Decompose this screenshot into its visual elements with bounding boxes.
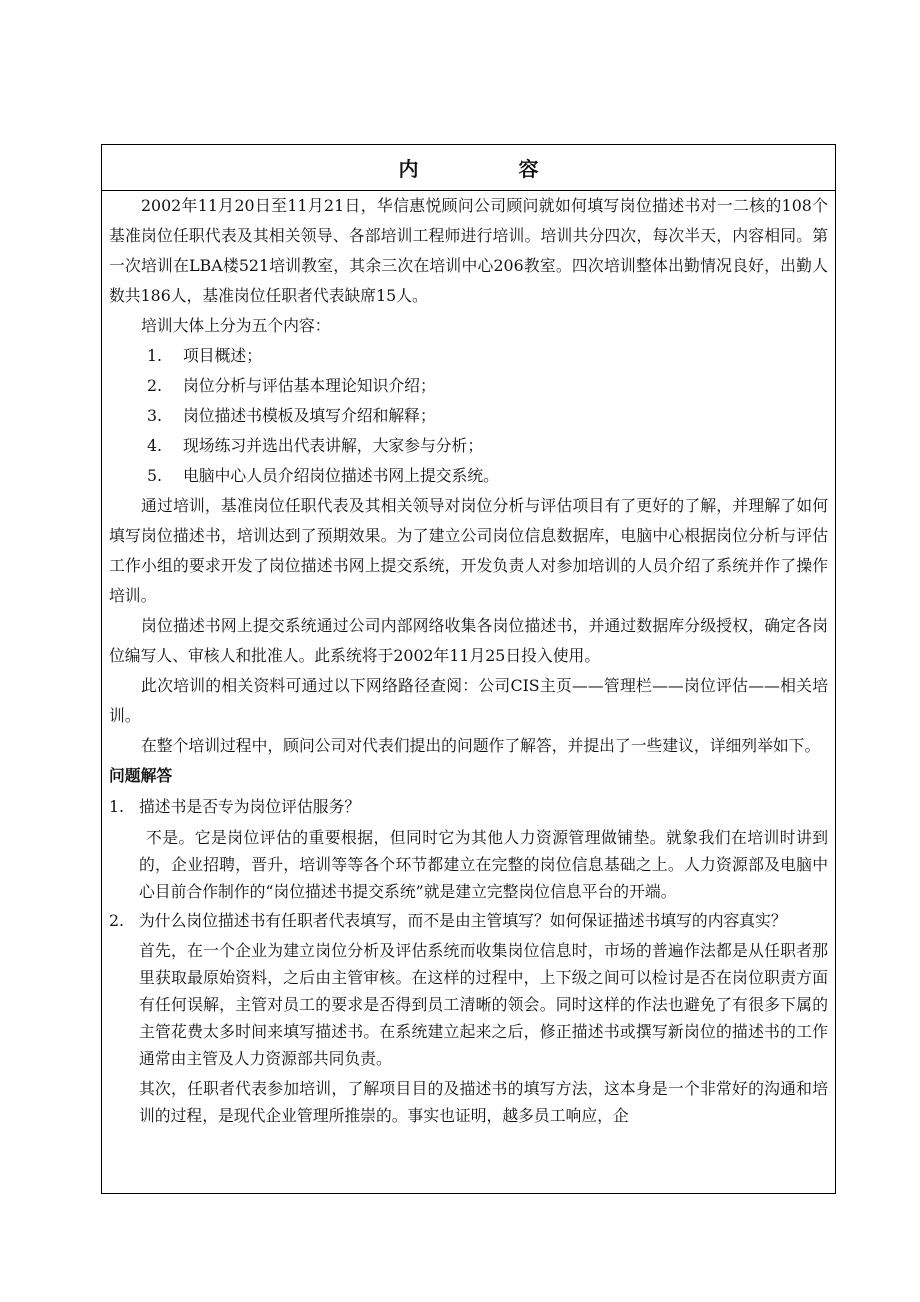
list-item xyxy=(109,461,828,491)
list-item-number: 3. xyxy=(147,406,163,425)
list-item-number: 2. xyxy=(147,376,163,395)
question-2 xyxy=(109,907,828,934)
list-item xyxy=(109,431,828,461)
list-item-number: 1. xyxy=(147,346,163,365)
list-item-text: 项目概述； xyxy=(183,346,262,365)
question-number: 2. xyxy=(109,911,125,930)
question-text: 描述书是否专为岗位评估服务？ xyxy=(139,797,361,816)
list-item-text: 岗位分析与评估基本理论知识介绍； xyxy=(183,376,436,395)
answer-1: 不是。它是岗位评估的重要根据，但同时它为其他人力资源管理做铺垫。就象我们在培训时讲到的，企业招聘，晋升，培训等等各个环节都建立在完整的岗位信息基础之上。人力资源部及电脑中心目前合作制作的“岗位描述书提交系统”就是建立完整岗位信息平台的开端。 xyxy=(139,828,828,901)
table-header-row xyxy=(102,145,835,191)
intro-paragraph-4: 岗位描述书网上提交系统通过公司内部网络收集各岗位描述书，并通过数据库分级授权，确定各岗位编写人、审核人和批准人。此系统将于2002年11月25日投入使用。 xyxy=(109,616,828,665)
list-item-number: 5. xyxy=(147,466,163,485)
list-item-text: 电脑中心人员介绍岗位描述书网上提交系统。 xyxy=(183,466,499,485)
intro-paragraph-1: 2002年11月20日至11月21日，华信惠悦顾问公司顾问就如何填写岗位描述书对一二核的108个基准岗位任职代表及其相关领导、各部培训工程师进行培训。培训共分四次，每次半天，内容相同。第一次培训在LBA楼521培训教室，其余三次在培训中心206教室。四次培训整体出勤情况良好，出勤人数共186人，基准岗位任职者代表缺席15人。 xyxy=(109,196,828,305)
document-table xyxy=(101,144,836,1194)
answer-2-paragraph-2: 其次，任职者代表参加培训，了解项目目的及描述书的填写方法，这本身是一个非常好的沟通和培训的过程，是现代企业管理所推崇的。事实也证明，越多员工响应，企 xyxy=(139,1079,828,1125)
question-text: 为什么岗位描述书有任职者代表填写，而不是由主管填写？如何保证描述书填写的内容真实？ xyxy=(139,911,787,930)
intro-paragraph-5: 此次培训的相关资料可通过以下网络路径查阅：公司CIS主页——管理栏——岗位评估——相关培训。 xyxy=(109,676,828,725)
intro-paragraph-2: 培训大体上分为五个内容： xyxy=(141,316,331,335)
intro-paragraph-3: 通过培训，基准岗位任职代表及其相关领导对岗位分析与评估项目有了更好的了解，并理解了如何填写岗位描述书，培训达到了预期效果。为了建立公司岗位信息数据库，电脑中心根据岗位分析与评估工作小组的要求开发了岗位描述书网上提交系统，开发负责人对参加培训的人员介绍了系统并作了操作培训。 xyxy=(109,496,828,605)
table-header-title: 内 容 xyxy=(398,157,579,181)
list-item-number: 4. xyxy=(147,436,163,455)
qa-heading: 问题解答 xyxy=(109,766,173,785)
list-item xyxy=(109,401,828,431)
table-content-cell xyxy=(102,191,835,1129)
question-number: 1. xyxy=(109,797,125,816)
list-item-text: 现场练习并选出代表讲解，大家参与分析； xyxy=(183,436,484,455)
list-item xyxy=(109,341,828,371)
intro-paragraph-6: 在整个培训过程中，顾问公司对代表们提出的问题作了解答，并提出了一些建议，详细列举如下。 xyxy=(141,736,821,755)
list-item xyxy=(109,371,828,401)
answer-2-paragraph-1: 首先，在一个企业为建立岗位分析及评估系统而收集岗位信息时，市场的普遍作法都是从任职者那里获取最原始资料，之后由主管审核。在这样的过程中，上下级之间可以检讨是否在岗位职责方面有任何误解，主管对员工的要求是否得到员工清晰的领会。同时这样的作法也避免了有很多下属的主管花费太多时间来填写描述书。在系统建立起来之后，修正描述书或撰写新岗位的描述书的工作通常由主管及人力资源部共同负责。 xyxy=(139,941,828,1068)
question-1 xyxy=(109,793,828,820)
list-item-text: 岗位描述书模板及填写介绍和解释； xyxy=(183,406,436,425)
